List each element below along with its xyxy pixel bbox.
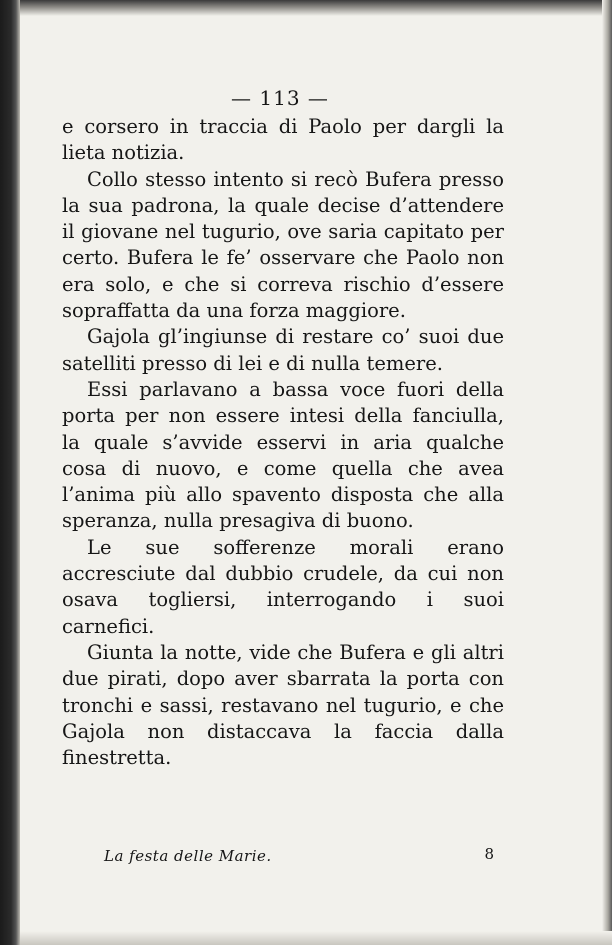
page-number: — 113 — (231, 86, 329, 110)
footer-book-title: La festa delle Marie. (104, 847, 272, 865)
paragraph: Essi parlavano a bassa voce fuori della porta per non essere intesi della fanciulla, la quale s’avvide esservi in aria qualche cosa di nuovo, e come quella che avea l’anima più allo spavento disposta che alla speranza, nulla presagiva di buono. (62, 377, 504, 533)
page-bottom-edge (20, 931, 612, 945)
body-text (62, 114, 504, 771)
book-spine-shadow (0, 0, 20, 945)
paragraph: e corsero in traccia di Paolo per dargli la lieta notizia. (62, 115, 504, 165)
page-right-edge (602, 0, 612, 945)
paragraph: Le sue sofferenze morali erano accresciute dal dubbio crudele, da cui non osava togliersi, interrogando i suoi carnefici. (62, 535, 504, 638)
paragraph: Collo stesso intento si recò Bufera presso la sua padrona, la quale decise d’attendere il giovane nel tugurio, ove saria capitato per certo. Bufera le fe’ osservare che Paolo non era solo, e che si correva rischio d’essere sopraffatta da una forza maggiore. (62, 167, 504, 323)
page-top-edge (20, 0, 612, 16)
paragraph: Gajola gl’ingiunse di restare co’ suoi due satelliti presso di lei e di nulla temere. (62, 325, 504, 375)
signature-mark: 8 (484, 845, 494, 863)
paragraph: Giunta la notte, vide che Bufera e gli altri due pirati, dopo aver sbarrata la porta con tronchi e sassi, restavano nel tugurio, e che Gajola non distaccava la faccia dalla finestretta. (62, 640, 504, 770)
page-footer (104, 847, 504, 871)
